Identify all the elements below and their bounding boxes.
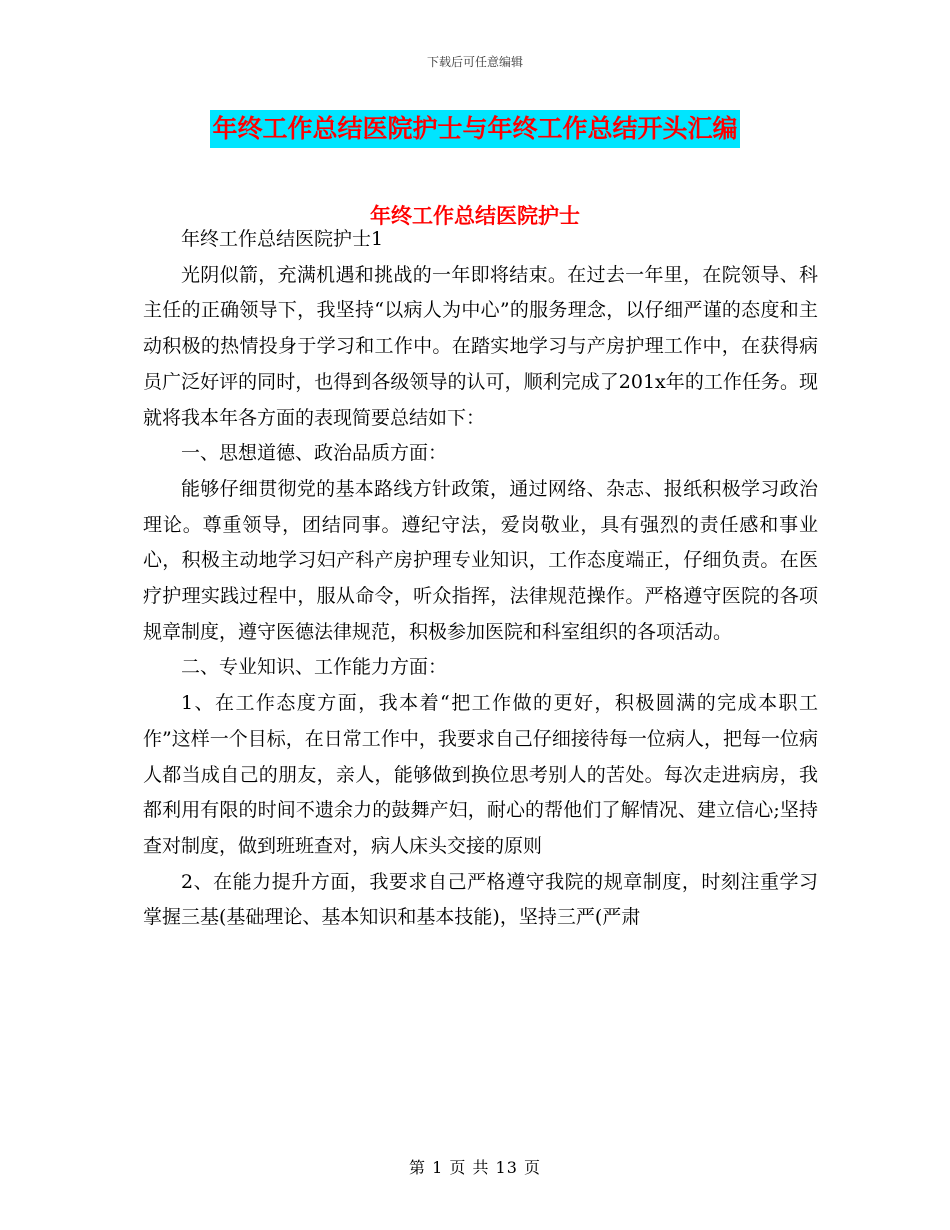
paragraph: 能够仔细贯彻党的基本路线方针政策，通过网络、杂志、报纸积极学习政治理论。尊重领导，团结同事。遵纪守法，爱岗敬业，具有强烈的责任感和事业心，积极主动地学习妇产科产房护理专业知识，工作态度端正，仔细负责。在医疗护理实践过程中，服从命令，听众指挥，法律规范操作。严格遵守医院的各项规章制度，遵守医德法律规范，积极参加医院和科室组织的各项活动。 bbox=[143, 477, 818, 643]
paragraph: 一、思想道德、政治品质方面： bbox=[181, 442, 448, 465]
main-title: 年终工作总结医院护士与年终工作总结开头汇编 bbox=[210, 110, 739, 148]
page-footer: 第 1 页 共 13 页 bbox=[409, 1158, 541, 1177]
paragraph: 2、在能力提升方面，我要求自己严格遵守我院的规章制度，时刻注重学习掌握三基(基础理论、基本知识和基本技能)，坚持三严(严肃 bbox=[143, 870, 818, 929]
paragraph: 二、专业知识、工作能力方面： bbox=[181, 656, 448, 679]
main-title-container bbox=[0, 110, 950, 148]
paragraph: 光阴似箭，充满机遇和挑战的一年即将结束。在过去一年里，在院领导、科主任的正确领导下，我坚持“以病人为中心”的服务理念，以仔细严谨的态度和主动积极的热情投身于学习和工作中。在踏实地学习与产房护理工作中，在获得病员广泛好评的同时，也得到各级领导的认可，顺利完成了201x年的工作任务。现就将我本年各方面的表现简要总结如下： bbox=[143, 263, 818, 429]
paragraph: 年终工作总结医院护士1 bbox=[181, 228, 384, 250]
header-note: 下载后可任意编辑 bbox=[426, 55, 523, 69]
section-title: 年终工作总结医院护士 bbox=[370, 204, 580, 228]
document-body bbox=[143, 222, 818, 936]
paragraph: 1、在工作态度方面，我本着“把工作做的更好，积极圆满的完成本职工作”这样一个目标，在日常工作中，我要求自己仔细接待每一位病人，把每一位病人都当成自己的朋友，亲人，能够做到换位思考别人的苦处。每次走进病房，我都利用有限的时间不遗余力的鼓舞产妇，耐心的帮他们了解情况、建立信心;坚持查对制度，做到班班查对，病人床头交接的原则 bbox=[143, 692, 818, 857]
